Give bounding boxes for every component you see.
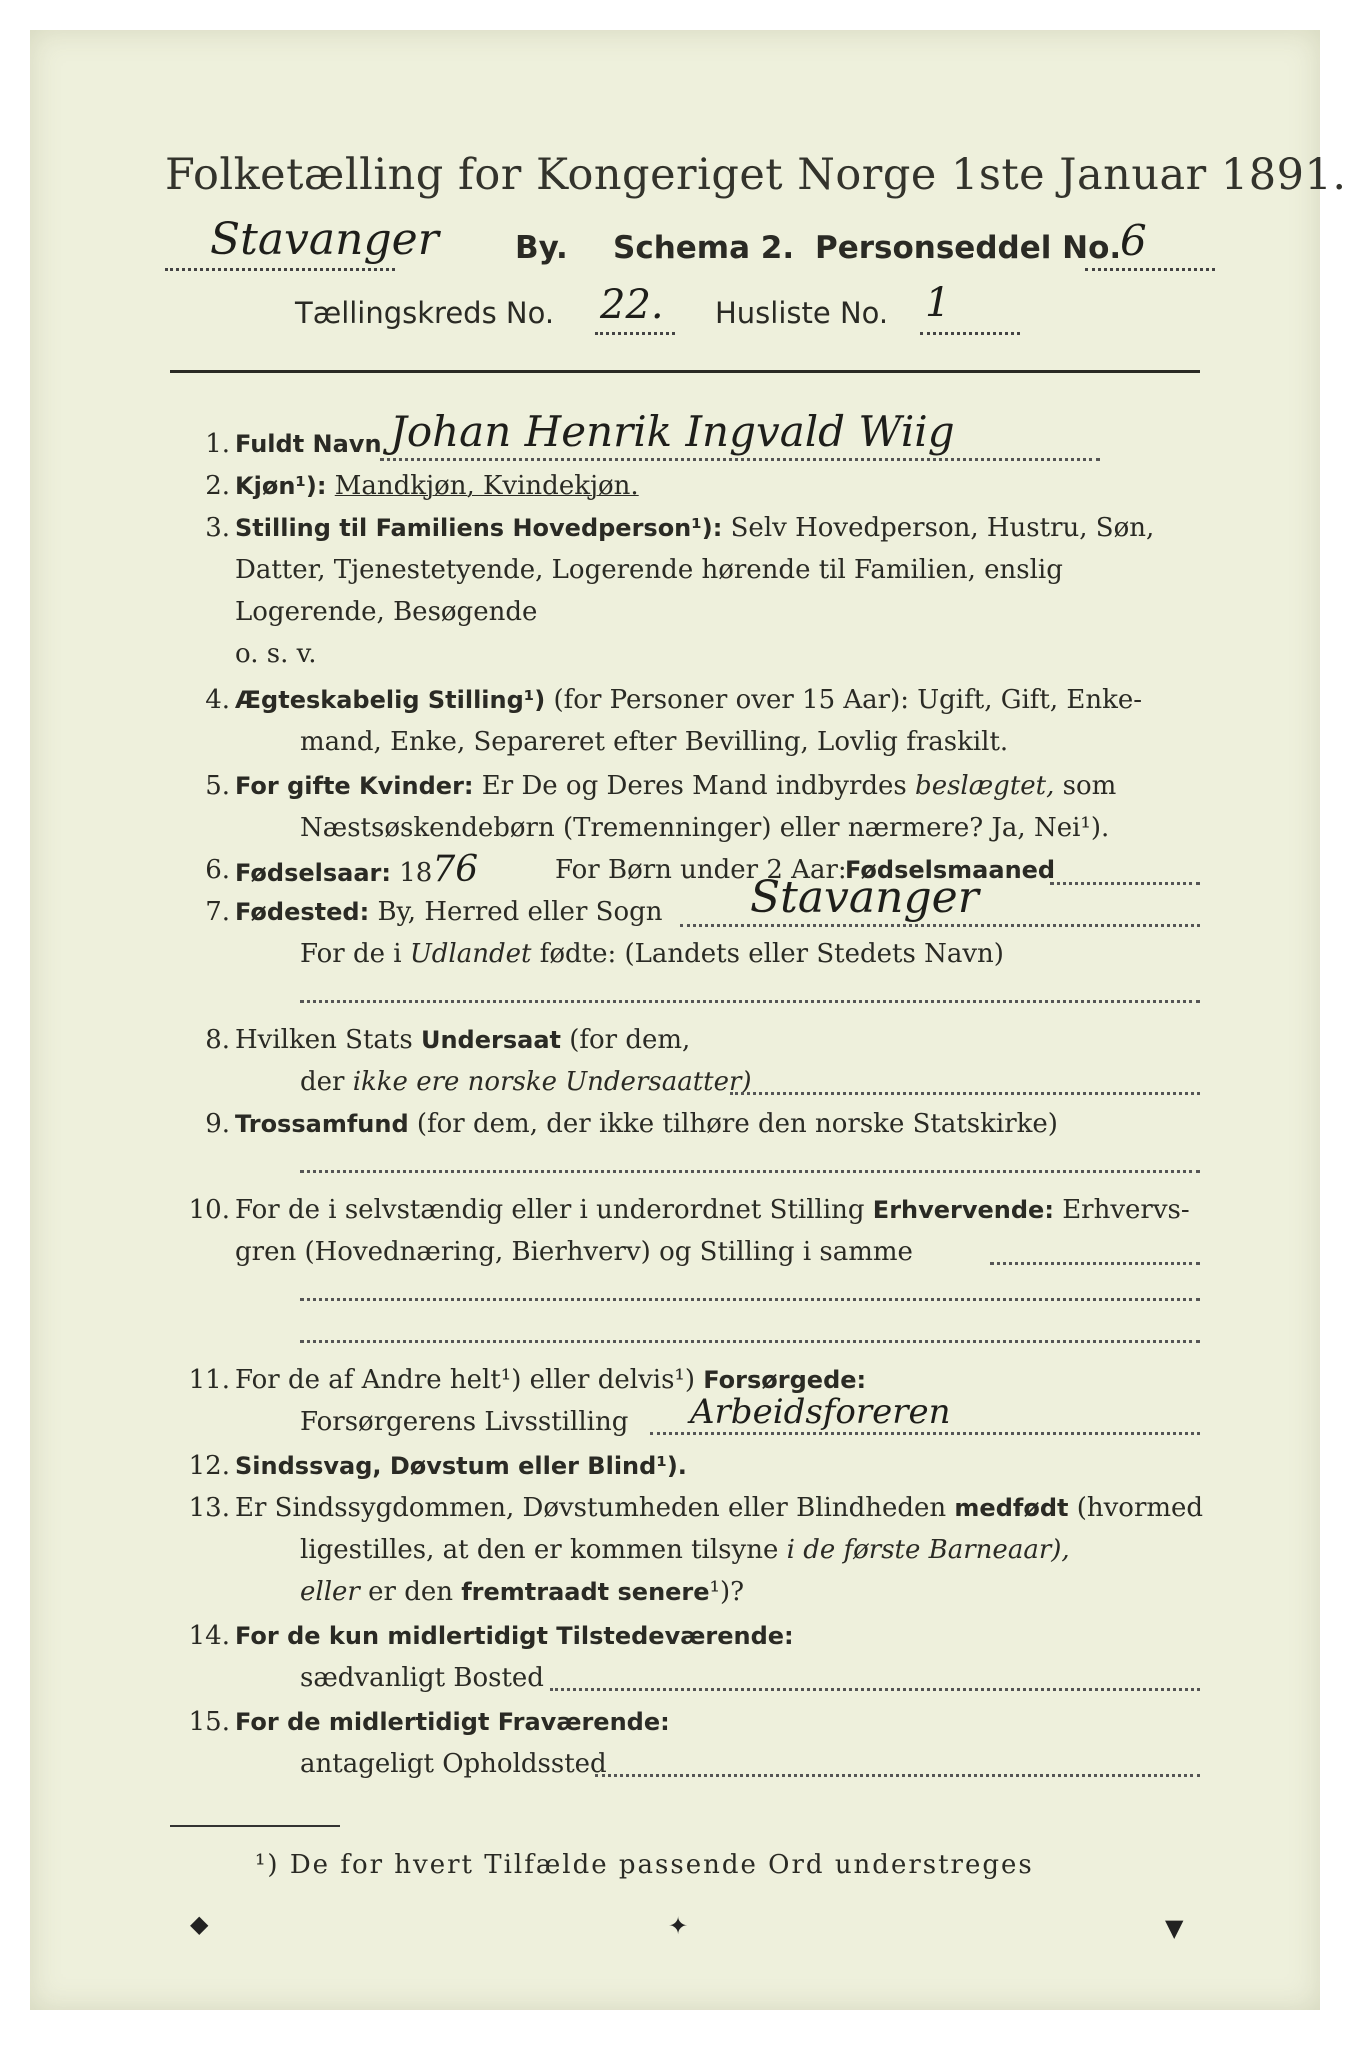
item-5: 5. For gifte Kvinder: Er De og Deres Mand indbyrdes beslægtet, som: [205, 771, 1117, 801]
congenital-label: medfødt: [954, 1494, 1069, 1522]
item-1: 1. Fuldt Navn Johan Henrik Ingvald Wiig: [170, 424, 1200, 464]
married-women-label: For gifte Kvinder:: [235, 772, 474, 800]
item-2: 2. Kjøn¹): Mandkjøn, Kvindekjøn.: [205, 471, 639, 501]
ink-mark-left: ◆: [190, 1910, 209, 1938]
item-6: 6. Fødselsaar: 1876 For Børn under 2 Aar: Fødselsmaaned: [170, 850, 1200, 890]
birth-year-value: 76: [432, 849, 479, 890]
marital-label: Ægteskabelig Stilling¹): [235, 686, 546, 714]
husliste-number: 1: [925, 280, 951, 326]
item-11: 11. For de af Andre helt¹) eller delvis¹) Forsørgede:: [188, 1365, 867, 1395]
provider-occupation-value: Arbeidsforeren: [690, 1392, 951, 1432]
husliste-label: Husliste No.: [715, 296, 889, 330]
footnote-divider: [170, 1825, 340, 1827]
item-3: 3. Stilling til Familiens Hovedperson¹): Selv Hovedperson, Hustru, Søn,: [205, 513, 1155, 543]
birth-month-label: Fødselsmaaned: [845, 856, 1056, 884]
form-subtitle-2: [295, 280, 1095, 342]
personseddel-number: 6: [1120, 216, 1147, 265]
subject-label: Undersaat: [420, 1026, 561, 1054]
city-value: Stavanger: [210, 214, 439, 265]
ink-mark-center: ✦: [668, 1912, 689, 1940]
item-12: 12. Sindssvag, Døvstum eller Blind¹).: [188, 1451, 687, 1481]
by-label: By.: [515, 230, 568, 266]
footnote: ¹) De for hvert Tilfælde passende Ord understreges: [255, 1850, 1034, 1880]
schema-label: Schema 2.: [613, 230, 795, 266]
item-4: 4. Ægteskabelig Stilling¹) (for Personer over 15 Aar): Ugift, Gift, Enke-: [205, 685, 1143, 715]
full-name-value: Johan Henrik Ingvald Wiig: [390, 407, 955, 456]
birthplace-label: Fødested:: [235, 898, 370, 926]
item-15: 15. For de midlertidigt Fraværende:: [188, 1707, 670, 1737]
form-subtitle: [165, 214, 1215, 276]
kreds-label: Tællingskreds No.: [295, 296, 555, 330]
item-7: 7. Fødested: By, Herred eller Sogn Stavanger: [170, 892, 1200, 932]
item-13: 13. Er Sindssygdommen, Døvstumheden eller Blindheden medfødt (hvormed: [188, 1493, 1204, 1523]
item-9: 9. Trossamfund (for dem, der ikke tilhøre den norske Statskirke): [205, 1109, 1058, 1139]
item-8: 8. Hvilken Stats Undersaat (for dem,: [205, 1025, 691, 1055]
birthplace-value: Stavanger: [750, 872, 979, 923]
religion-label: Trossamfund: [235, 1110, 409, 1138]
form-title: Folketælling for Kongeriget Norge 1ste Januar 1891.: [165, 150, 1347, 200]
full-name-label: Fuldt Navn: [235, 430, 382, 458]
birth-year-label: Fødselsaar:: [235, 859, 391, 887]
supported-label: Forsørgede:: [703, 1366, 867, 1394]
temporary-present-label: For de kun midlertidigt Tilstedeværende:: [235, 1622, 794, 1650]
personseddel-label: Personseddel No.: [815, 230, 1122, 266]
ink-mark-right: ▼: [1165, 1914, 1184, 1942]
disability-label: Sindssvag, Døvstum eller Blind¹).: [235, 1452, 687, 1480]
item-10: 10. For de i selvstændig eller i underordnet Stilling Erhvervende: Erhvervs-: [188, 1195, 1190, 1225]
sex-options: Mandkjøn, Kvindekjøn.: [334, 471, 639, 501]
position-label: Stilling til Familiens Hovedperson¹):: [235, 514, 723, 542]
temporary-absent-label: For de midlertidigt Fraværende:: [235, 1708, 670, 1736]
item-14: 14. For de kun midlertidigt Tilstedeværende:: [188, 1621, 794, 1651]
position-options: Selv Hovedperson, Hustru, Søn,: [730, 513, 1155, 543]
occupation-label: Erhvervende:: [872, 1196, 1054, 1224]
sex-label: Kjøn¹):: [235, 472, 327, 500]
appeared-later-label: fremtraadt senere: [461, 1578, 710, 1606]
kreds-number: 22.: [600, 282, 664, 328]
header-divider: [170, 370, 1200, 373]
